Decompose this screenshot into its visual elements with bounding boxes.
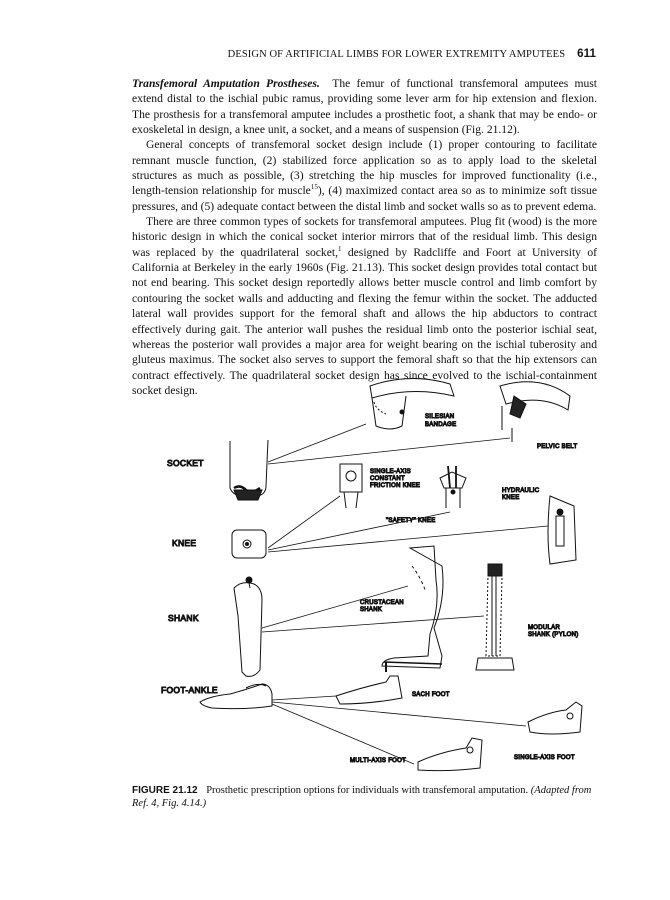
shank-illustration — [234, 577, 262, 676]
paragraph-3-text-b: designed by Radcliffe and Foort at University of California at Berkeley in the early 1960s (Fig. 21.13). This socket design provides total contact but not end bearing. This socket design reportedly allows better muscle control and limb comfort by contouring the socket walls and adducting and flexing the femur within the socket. The adducted lateral wall provides support for the femoral shaft and allows the hip abductors to contract effectively during gait. The anterior wall pushes the residual limb onto the posterior ischial seat, whereas the posterior wall provides a major area for weight bearing on the ischial tuberosity and gluteus maximus. The socket also serves to support the femoral shaft so that the hip extensors can contract effectively. The quadrilateral socket design has since evolved to the ischial-containment socket design. — [132, 245, 598, 397]
figure-caption — [132, 784, 597, 810]
label-single-axis-3: FRICTION KNEE — [370, 483, 421, 489]
label-foot-ankle: FOOT-ANKLE — [161, 685, 218, 695]
section-heading: Transfemoral Amputation Prostheses. — [132, 77, 320, 90]
caption-text: Prosthetic prescription options for individuals with transfemoral amputation. — [206, 785, 529, 796]
label-silesian-2: BANDAGE — [425, 422, 457, 428]
paragraph-1 — [132, 76, 597, 137]
prosthesis-diagram — [150, 366, 590, 786]
connector-lines — [262, 424, 548, 764]
caption-source: (Adapted from Ref. 4, Fig. 4.14.) — [132, 785, 592, 809]
single-axis-knee-illustration — [340, 464, 362, 508]
figure-number: FIGURE 21.12 — [132, 785, 198, 796]
knee-illustration — [232, 530, 266, 558]
body-text — [132, 76, 597, 398]
pelvic-belt-illustration — [500, 382, 570, 442]
paragraph-2 — [132, 137, 597, 214]
crustacean-shank-illustration — [382, 546, 443, 668]
label-modular-2: SHANK (PYLON) — [528, 632, 579, 638]
modular-shank-illustration — [476, 564, 514, 670]
label-socket: SOCKET — [167, 458, 204, 468]
label-hydraulic-2: KNEE — [502, 495, 520, 501]
reference-superscript: 1 — [338, 244, 342, 253]
label-single-axis-foot: SINGLE-AXIS FOOT — [514, 755, 575, 761]
paragraph-3-text-a: There are three common types of sockets for transfemoral amputees. Plug fit (wood) is the more historic design in which the conical socket interior mirrors that of the residual limb. This design was replaced by the quadrilateral socket, — [132, 215, 597, 259]
label-knee: KNEE — [172, 538, 197, 548]
hydraulic-knee-illustration — [548, 496, 576, 564]
single-axis-foot-illustration — [528, 702, 582, 734]
label-single-axis-1: SINGLE-AXIS — [370, 469, 411, 475]
figure-21-12 — [150, 366, 590, 786]
safety-knee-illustration — [440, 466, 466, 508]
paragraph-2-text-b: ), (4) maximized contact area so as to minimize soft tissue pressures, and (5) adequate contact between the distal limb and socket walls so as to prevent edema. — [132, 184, 597, 213]
label-crustacean-1: CRUSTACEAN — [360, 600, 404, 606]
label-silesian-1: SILESIAN — [425, 414, 455, 420]
label-single-axis-2: CONSTANT — [370, 476, 405, 482]
label-sach-foot: SACH FOOT — [412, 692, 450, 698]
socket-illustration — [230, 440, 268, 500]
page-number: 611 — [577, 48, 596, 60]
label-crustacean-2: SHANK — [360, 607, 383, 613]
label-multi-axis-foot: MULTI-AXIS FOOT — [350, 758, 407, 764]
label-modular-1: MODULAR — [528, 625, 561, 631]
paragraph-1-text: The femur of functional transfemoral amputees must extend distal to the ischial pubic ramus, providing some lever arm for hip extension and flexion. The prosthesis for a transfemoral amputee includes a prosthetic foot, a shank that may be endo- or exoskeletal in design, a knee unit, a socket, and a means of suspension (Fig. 21.12). — [132, 77, 598, 137]
label-hydraulic-1: HYDRAULIC — [502, 488, 540, 494]
sach-foot-illustration — [336, 662, 402, 704]
multi-axis-foot-illustration — [418, 738, 482, 771]
running-title: DESIGN OF ARTIFICIAL LIMBS FOR LOWER EXTREMITY AMPUTEES — [227, 49, 566, 60]
label-pelvic-belt: PELVIC BELT — [537, 444, 578, 450]
label-safety-knee: "SAFETY" KNEE — [386, 518, 436, 524]
running-header — [132, 48, 596, 60]
label-shank: SHANK — [168, 613, 199, 623]
reference-superscript: 15 — [310, 183, 318, 192]
paragraph-2-text-a: General concepts of transfemoral socket design include (1) proper contouring to facilitate remnant muscle function, (2) stabilized force application so as to apply load to the skeletal structures as much as possible, (3) stretching the hip muscles for improved functionality (i.e., length-tension relationship for muscle — [132, 138, 597, 198]
